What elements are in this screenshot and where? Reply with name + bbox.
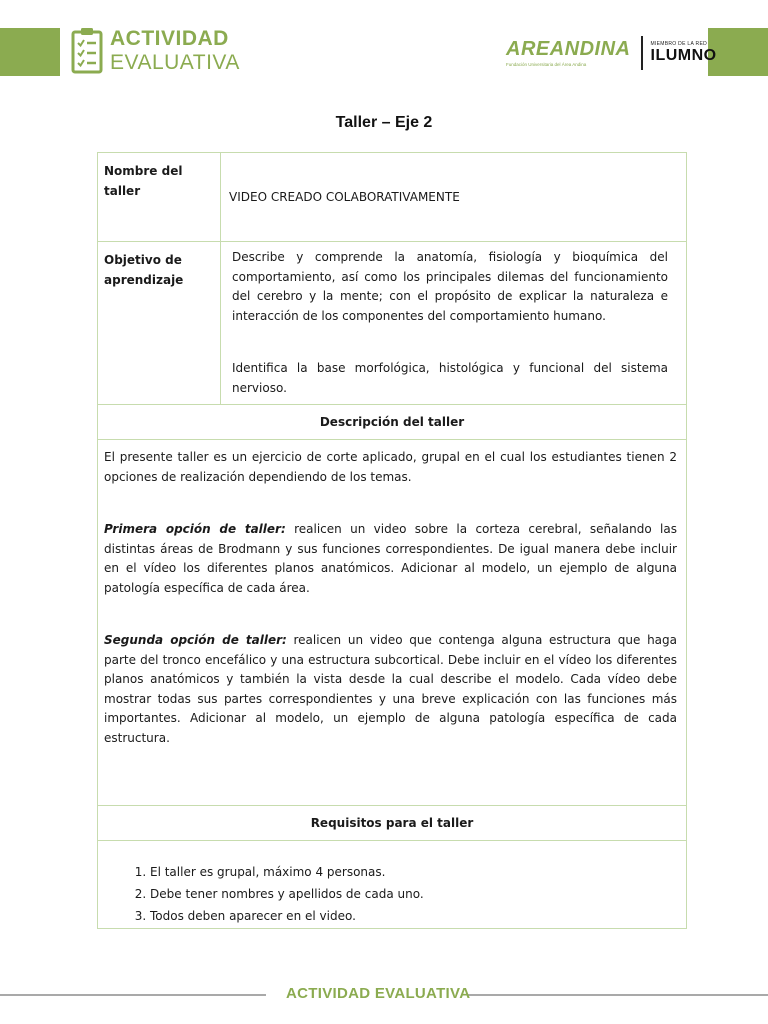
partner-logos xyxy=(506,36,717,70)
nombre-label: Nombre del taller xyxy=(98,153,221,242)
list-item: 2. Debe tener nombres y apellidos de cada uno. xyxy=(150,883,680,905)
table-row-descripcion xyxy=(98,440,687,806)
objetivo-paragraph-1: Describe y comprende la anatomía, fisiología y bioquímica del comportamiento, así como los principales dilemas del funcionamiento del cerebro y la mente; con el propósito de explicar la naturaleza e interacción de los componentes del comportamiento humano. xyxy=(232,250,668,323)
opcion-2-text: realicen un video que contenga alguna estructura que haga parte del tronco encefálico y una estructura subcortical. Debe incluir en el vídeo los diferentes planos anatómicos y también la vista desde la cual describe el modelo. Cada vídeo debe mostrar todas sus partes correspondientes y una breve explicación con las funciones más importantes. Adicionar al modelo, un ejemplo de alguna patología específica de cada estructura. xyxy=(104,633,677,745)
opcion-1-paragraph xyxy=(104,520,677,598)
areandina-name: AREANDINA xyxy=(506,38,631,60)
footer-divider-left xyxy=(0,994,266,996)
nombre-value: VIDEO CREADO COLABORATIVAMENTE xyxy=(221,153,687,242)
opcion-1-label: Primera opción de taller: xyxy=(104,522,286,536)
descripcion-body xyxy=(98,440,687,806)
activity-logo xyxy=(70,26,240,74)
objetivo-value xyxy=(221,242,687,405)
descripcion-intro: El presente taller es un ejercicio de corte aplicado, grupal en el cual los estudiantes tienen 2 opciones de realización dependiendo de los temas. xyxy=(104,450,677,484)
clipboard-checklist-icon xyxy=(70,26,104,74)
table-row-nombre xyxy=(98,153,687,242)
opcion-1-text: realicen un video sobre la corteza cerebral, señalando las distintas áreas de Brodmann y sus funciones correspondientes. De igual manera debe incluir en el vídeo los diferentes planos anatómicos. Adicionar al modelo, un ejemplo de alguna patología específica de cada área. xyxy=(104,522,677,595)
network-label: MIEMBRO DE LA RED xyxy=(650,41,707,48)
ilumno-logo xyxy=(651,41,717,65)
table-row-requisitos-heading xyxy=(98,806,687,841)
document-title: Taller – Eje 2 xyxy=(335,114,433,131)
objetivo-paragraph-2: Identifica la base morfológica, histológica y funcional del sistema nervioso. xyxy=(232,361,668,395)
header-accent-left xyxy=(0,28,60,76)
requisitos-heading: Requisitos para el taller xyxy=(98,806,687,841)
objetivo-label: Objetivo de aprendizaje xyxy=(98,242,221,405)
descripcion-heading: Descripción del taller xyxy=(98,405,687,440)
areandina-subtitle: Fundación Universitaria del Área Andina xyxy=(506,62,587,67)
opcion-2-paragraph xyxy=(104,631,677,748)
list-item: 3. Todos deben aparecer en el video. xyxy=(150,905,680,927)
workshop-table xyxy=(97,152,687,929)
brand-line-2: EVALUATIVA xyxy=(110,50,240,74)
opcion-2-label: Segunda opción de taller: xyxy=(104,633,287,647)
list-item: 1. El taller es grupal, máximo 4 personas. xyxy=(150,861,680,883)
table-row-descripcion-heading xyxy=(98,405,687,440)
header-accent-right xyxy=(708,28,768,76)
footer-divider-right xyxy=(468,994,768,996)
footer-label: ACTIVIDAD EVALUATIVA xyxy=(286,985,471,1002)
requisitos-body xyxy=(98,841,687,929)
table-row-requisitos xyxy=(98,841,687,929)
partner-separator xyxy=(641,36,643,70)
table-row-objetivo xyxy=(98,242,687,405)
brand-line-1: ACTIVIDAD xyxy=(110,26,229,50)
network-name: ILUMNO xyxy=(650,47,717,65)
requisitos-list xyxy=(104,861,680,927)
areandina-logo xyxy=(506,39,631,67)
